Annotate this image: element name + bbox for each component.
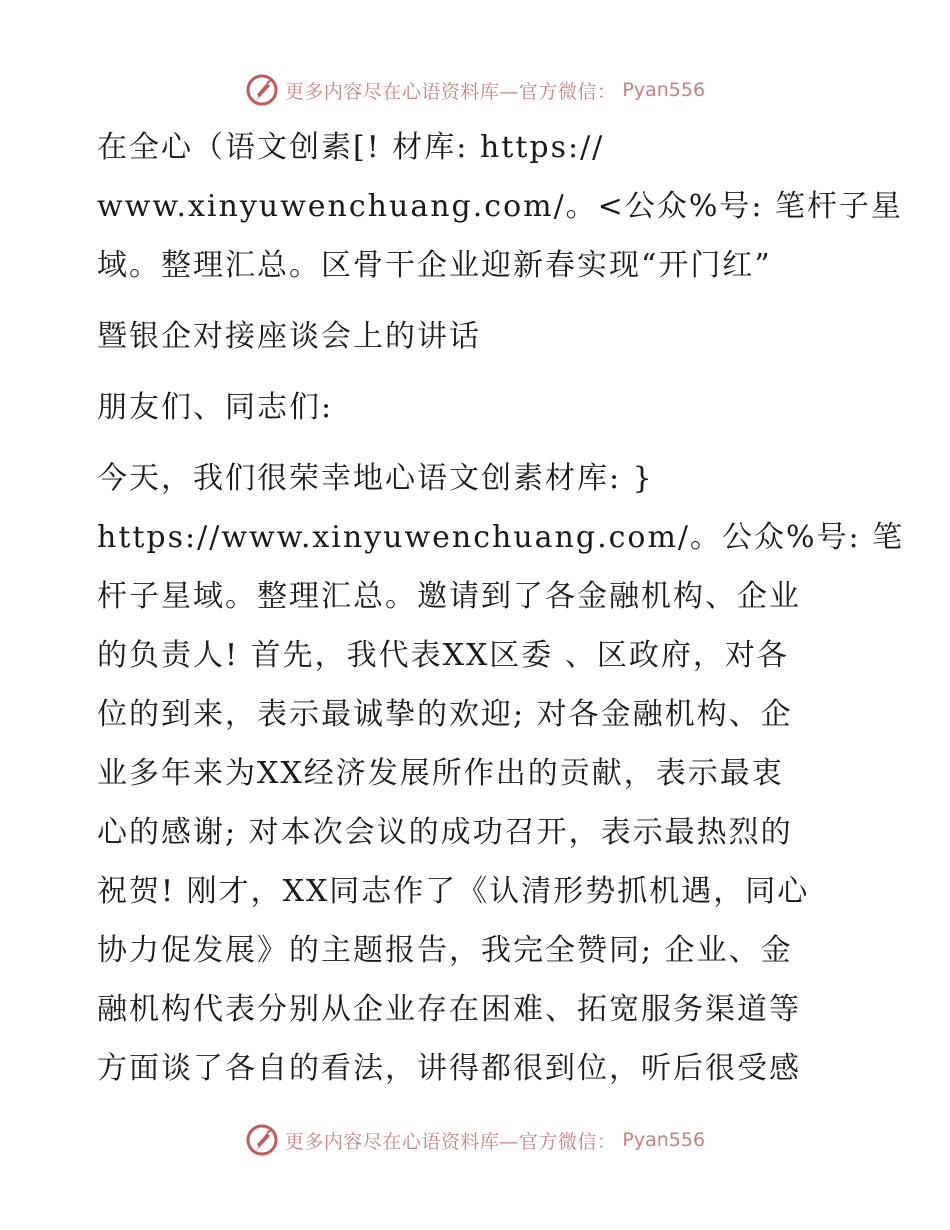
footer-watermark-banner [0, 1120, 950, 1160]
document-body [97, 118, 905, 1098]
body-line: 心的感谢; 对本次会议的成功召开，表示最热烈的 [97, 815, 793, 850]
body-line: 朋友们、同志们: [97, 390, 334, 425]
watermark-text: 更多内容尽在心语资料库—官方微信： [284, 1130, 617, 1153]
body-line: 的负责人! 首先，我代表XX区委 、区政府，对各 [97, 638, 789, 673]
quill-logo-icon [245, 73, 279, 107]
body-line: https://www.xinyuwenchuang.com/。公众%号: 笔 [97, 520, 905, 555]
body-line: 在全心（语文创素[! 材库: https:// [97, 130, 605, 165]
body-line: 暨银企对接座谈会上的讲话 [97, 319, 481, 354]
body-line: 融机构代表分别从企业存在困难、拓宽服务渠道等 [97, 992, 801, 1027]
body-line: 业多年来为XX经济发展所作出的贡献，表示最衷 [97, 756, 784, 791]
body-line: 域。整理汇总。区骨干企业迎新春实现“开门红” [97, 248, 772, 283]
body-line: www.xinyuwenchuang.com/。<公众%号: 笔杆子星 [97, 189, 903, 224]
body-line: 杆子星域。整理汇总。邀请到了各金融机构、企业 [97, 579, 801, 614]
quill-logo-icon [245, 1123, 279, 1157]
body-line: 方面谈了各自的看法，讲得都很到位，听后很受感 [97, 1051, 801, 1086]
watermark-wechat-id: Pyan556 [622, 79, 706, 101]
header-watermark-banner [0, 70, 950, 110]
watermark-text: 更多内容尽在心语资料库—官方微信： [284, 80, 617, 103]
watermark-wechat-id: Pyan556 [622, 1129, 706, 1151]
body-line: 祝贺! 刚才，XX同志作了《认清形势抓机遇，同心 [97, 874, 810, 909]
body-line: 位的到来，表示最诚挚的欢迎; 对各金融机构、企 [97, 697, 793, 732]
body-line: 今天，我们很荣幸地心语文创素材库: } [97, 461, 654, 496]
body-line: 协力促发展》的主题报告，我完全赞同; 企业、金 [97, 933, 793, 968]
